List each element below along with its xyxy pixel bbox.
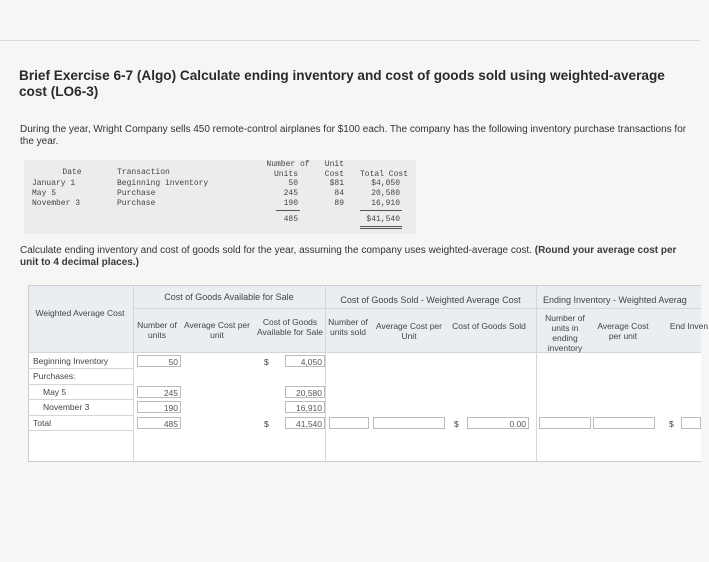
col-ending-inventory: End Inven (669, 321, 709, 331)
cost-input[interactable]: 4,050 (285, 355, 325, 367)
row-total-cost: $4,050 (371, 179, 400, 188)
col-average-cost: Average Cost per unit (184, 320, 250, 340)
row-date: November 3 (32, 199, 81, 208)
row-transaction: Purchase (117, 189, 156, 198)
col-cost-of-goods-sold: Cost of Goods Sold (452, 321, 526, 331)
units-input[interactable]: 50 (137, 355, 181, 367)
col-units-sold: Number of units sold (328, 317, 368, 337)
row-label: Beginning Inventory (33, 356, 109, 366)
col-average-cost-per-unit: Average Cost per Unit (376, 321, 442, 341)
row-total-cost: 16,910 (371, 199, 400, 208)
col-units-ending: Number of units in ending inventory (545, 313, 585, 353)
avg-cost-per-unit-input[interactable] (373, 417, 445, 429)
col-unit-cost-header-2: Cost (324, 170, 344, 179)
cost-input[interactable]: 41,540 (285, 417, 325, 429)
row-units: 50 (288, 179, 298, 188)
cogs-input[interactable]: 0.00 (467, 417, 529, 429)
units-input[interactable]: 190 (137, 401, 181, 413)
col-number-of-units: Number of units (137, 320, 177, 340)
row-units: 190 (283, 199, 298, 208)
units-input[interactable]: 485 (137, 417, 181, 429)
top-divider (0, 40, 700, 41)
cost-input[interactable]: 16,910 (285, 401, 325, 413)
total-double-underline (360, 228, 402, 229)
total-cost: $41,540 (366, 215, 400, 224)
row-date: May 5 (32, 189, 57, 198)
col-cost-available: Cost of Goods Available for Sale (257, 317, 323, 337)
col-total-cost-header: Total Cost (359, 170, 408, 179)
problem-intro: During the year, Wright Company sells 450 remote-control airplanes for $100 each. The company has the following inventory purchase transactions for the year. (20, 124, 687, 147)
dollar-sign: $ (669, 419, 674, 429)
avg-cost-ending-input[interactable] (593, 417, 655, 429)
units-underline (276, 210, 300, 211)
row-unit-cost: 84 (334, 189, 344, 198)
col-units-header-1: Number of (266, 160, 310, 169)
row-units: 245 (283, 189, 298, 198)
instruction-plain: Calculate ending inventory and cost of goods sold for the year, assuming the company uses weighted-average cost. (20, 245, 532, 256)
row-label: November 3 (43, 402, 90, 412)
ending-inventory-input[interactable] (681, 417, 701, 429)
row-total-cost: 20,580 (371, 189, 400, 198)
units-input[interactable]: 245 (137, 386, 181, 398)
page-title: Brief Exercise 6-7 (Algo) Calculate ending inventory and cost of goods sold using weighted-average cost (LO6-3) (19, 68, 665, 99)
section-available: Cost of Goods Available for Sale (164, 292, 294, 302)
instruction-rounding: (Round your average cost per unit to 4 decimal places.) (20, 245, 677, 268)
row-transaction: Beginning inventory (117, 179, 209, 188)
col-average-cost-ending: Average Cost per unit (597, 321, 649, 341)
units-ending-input[interactable] (539, 417, 591, 429)
dollar-sign: $ (264, 419, 269, 429)
row-label: Total (33, 418, 51, 428)
row-header-label: Weighted Average Cost (35, 308, 125, 318)
col-transaction-header: Transaction (117, 168, 170, 177)
instruction (20, 245, 690, 269)
dollar-sign: $ (264, 357, 269, 367)
col-date-header: Date (62, 168, 82, 177)
section-sold: Cost of Goods Sold - Weighted Average Cost (340, 295, 521, 305)
col-unit-cost-header-1: Unit (324, 160, 344, 169)
row-unit-cost: 89 (334, 199, 344, 208)
total-underline (360, 210, 402, 211)
total-double-underline (360, 226, 402, 227)
cost-input[interactable]: 20,580 (285, 386, 325, 398)
worksheet-table (28, 285, 709, 462)
total-units: 485 (283, 215, 298, 224)
section-ending: Ending Inventory - Weighted Averag (543, 295, 687, 305)
row-label: May 5 (43, 387, 67, 397)
units-sold-input[interactable] (329, 417, 369, 429)
row-label: Purchases: (33, 371, 76, 381)
row-unit-cost: $81 (329, 179, 344, 188)
row-date: January 1 (32, 179, 76, 188)
col-units-header-2: Units (273, 170, 298, 179)
row-transaction: Purchase (117, 199, 156, 208)
dollar-sign: $ (454, 419, 459, 429)
